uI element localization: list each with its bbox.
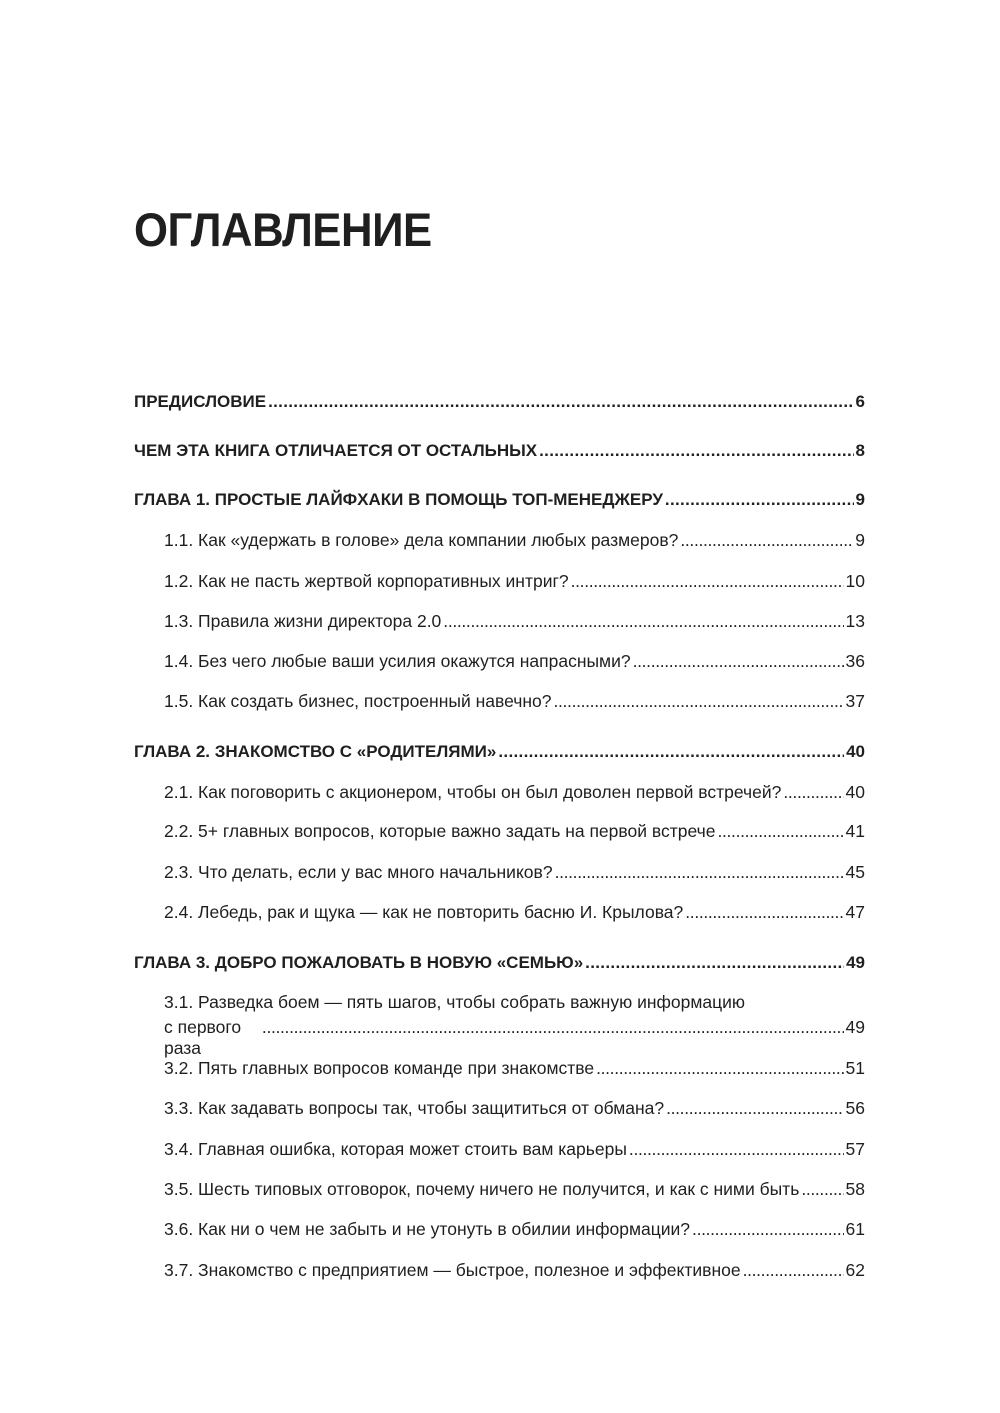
toc-entry-text: 3.3. Как задавать вопросы так, чтобы защититься от обмана? [164, 1098, 665, 1118]
toc-entry-1-2 [134, 571, 865, 592]
toc-entry-intro [134, 441, 865, 461]
toc-entry-2-2 [134, 821, 865, 842]
toc-entry-text: 1.1. Как «удержать в голове» дела компании любых размеров? [164, 530, 679, 550]
toc-entry-text-line-1: 3.1. Разведка боем — пять шагов, чтобы собрать важную информацию [164, 992, 746, 1012]
toc-page-number: 58 [845, 1179, 865, 1199]
toc-entry-text: 3.2. Пять главных вопросов команде при знакомстве [164, 1058, 595, 1078]
toc-entry-text: 3.4. Главная ошибка, которая может стоить вам карьеры [164, 1139, 627, 1159]
toc-leader-dots [717, 821, 843, 842]
toc-page-number: 57 [845, 1139, 865, 1159]
toc-leader-dots [692, 1219, 843, 1240]
toc-entry-text: ГЛАВА 1. ПРОСТЫЕ ЛАЙФХАКИ В ПОМОЩЬ ТОП-МЕНЕДЖЕРУ [134, 490, 663, 509]
toc-leader-dots [596, 1058, 843, 1079]
toc-entry-1-1 [134, 530, 865, 551]
toc-entry-text: 1.3. Правила жизни директора 2.0 [164, 611, 442, 631]
toc-leader-dots [633, 651, 844, 672]
toc-leader-dots [629, 1139, 844, 1160]
toc-leader-dots [268, 392, 853, 412]
toc-leader-dots [783, 782, 843, 803]
toc-entry-2-1 [134, 782, 865, 803]
toc-entry-3-4 [134, 1139, 865, 1160]
toc-page-number: 36 [845, 651, 865, 671]
toc-page-number: 56 [845, 1098, 865, 1118]
toc-entry-3-6 [134, 1219, 865, 1240]
toc-page-number: 41 [845, 821, 865, 841]
toc-entry-text: ПРЕДИСЛОВИЕ [134, 392, 267, 411]
toc-entry-3-3 [134, 1098, 865, 1119]
toc-entry-chapter-3 [134, 953, 865, 973]
toc-leader-dots [571, 571, 844, 592]
toc-page-number: 45 [845, 862, 865, 882]
toc-entry-text: ЧЕМ ЭТА КНИГА ОТЛИЧАЕТСЯ ОТ ОСТАЛЬНЫХ [134, 441, 538, 460]
toc-page-number: 10 [845, 571, 865, 591]
toc-page-number: 6 [855, 392, 865, 411]
toc-entry-2-3 [134, 862, 865, 883]
toc-page-number: 8 [855, 441, 865, 460]
toc-leader-dots [555, 862, 844, 883]
toc-leader-dots [443, 611, 843, 632]
toc-leader-dots [680, 530, 853, 551]
toc-page-number: 40 [846, 742, 865, 761]
toc-entry-1-3 [134, 611, 865, 632]
toc-page-number: 62 [845, 1260, 865, 1280]
toc-leader-dots [539, 441, 853, 461]
toc-entry-1-4 [134, 651, 865, 672]
toc-entry-text: 3.7. Знакомство с предприятием — быстрое, полезное и эффективное [164, 1260, 741, 1280]
toc-entry-text: 1.5. Как создать бизнес, построенный навечно? [164, 691, 552, 711]
toc-leader-dots [743, 1260, 844, 1281]
toc-entry-3-7 [134, 1260, 865, 1281]
toc-page-number: 51 [845, 1058, 865, 1078]
toc-entry-text: 3.5. Шесть типовых отговорок, почему ничего не получится, и как с ними быть [164, 1179, 800, 1199]
toc-entry-text: 3.6. Как ни о чем не забыть и не утонуть в обилии информации? [164, 1219, 691, 1239]
toc-entry-text: 1.4. Без чего любые ваши усилия окажутся напрасными? [164, 651, 631, 671]
page-title: ОГЛАВЛЕНИЕ [134, 203, 432, 256]
toc-page-number: 9 [855, 530, 865, 550]
toc-entry-text: 2.1. Как поговорить с акционером, чтобы он был доволен первой встречей? [164, 782, 782, 802]
toc-entry-3-1 [164, 992, 865, 1059]
toc-leader-dots [801, 1179, 843, 1200]
toc-leader-dots [665, 490, 854, 510]
toc-page-number: 40 [845, 782, 865, 802]
toc-entry-text: ГЛАВА 2. ЗНАКОМСТВО С «РОДИТЕЛЯМИ» [134, 742, 497, 761]
toc-entry-line-2 [164, 1017, 865, 1059]
toc-page-number: 13 [845, 611, 865, 631]
toc-entry-text: 2.4. Лебедь, рак и щука — как не повторить басню И. Крылова? [164, 902, 684, 922]
toc-entry-text: 2.3. Что делать, если у вас много начальников? [164, 862, 553, 882]
toc-page-number: 49 [846, 953, 865, 972]
toc-entry-3-5 [134, 1179, 865, 1200]
toc-entry-1-5 [134, 691, 865, 712]
toc-leader-dots [553, 691, 843, 712]
toc-leader-dots [685, 902, 843, 923]
toc-leader-dots [262, 1017, 844, 1038]
toc-page-number: 9 [855, 490, 865, 509]
toc-entry-text: 1.2. Как не пасть жертвой корпоративных интриг? [164, 571, 569, 591]
toc-entry-text: ГЛАВА 3. ДОБРО ПОЖАЛОВАТЬ В НОВУЮ «СЕМЬЮ» [134, 953, 584, 972]
toc-entry-chapter-2 [134, 742, 865, 762]
toc-entry-text: 2.2. 5+ главных вопросов, которые важно задать на первой встрече [164, 821, 716, 841]
toc-page-number: 37 [845, 691, 865, 711]
toc-leader-dots [666, 1098, 843, 1119]
toc-page-number: 49 [845, 1017, 865, 1037]
toc-entry-chapter-1 [134, 490, 865, 510]
toc-entry-2-4 [134, 902, 865, 923]
toc-entry-preface [134, 392, 865, 412]
toc-entry-3-2 [134, 1058, 865, 1079]
toc-leader-dots [585, 953, 844, 973]
toc-leader-dots [498, 742, 844, 762]
toc-page-number: 47 [845, 902, 865, 922]
toc-entry-text-line-2: с первого раза [164, 1017, 242, 1058]
toc-page-number: 61 [845, 1219, 865, 1239]
